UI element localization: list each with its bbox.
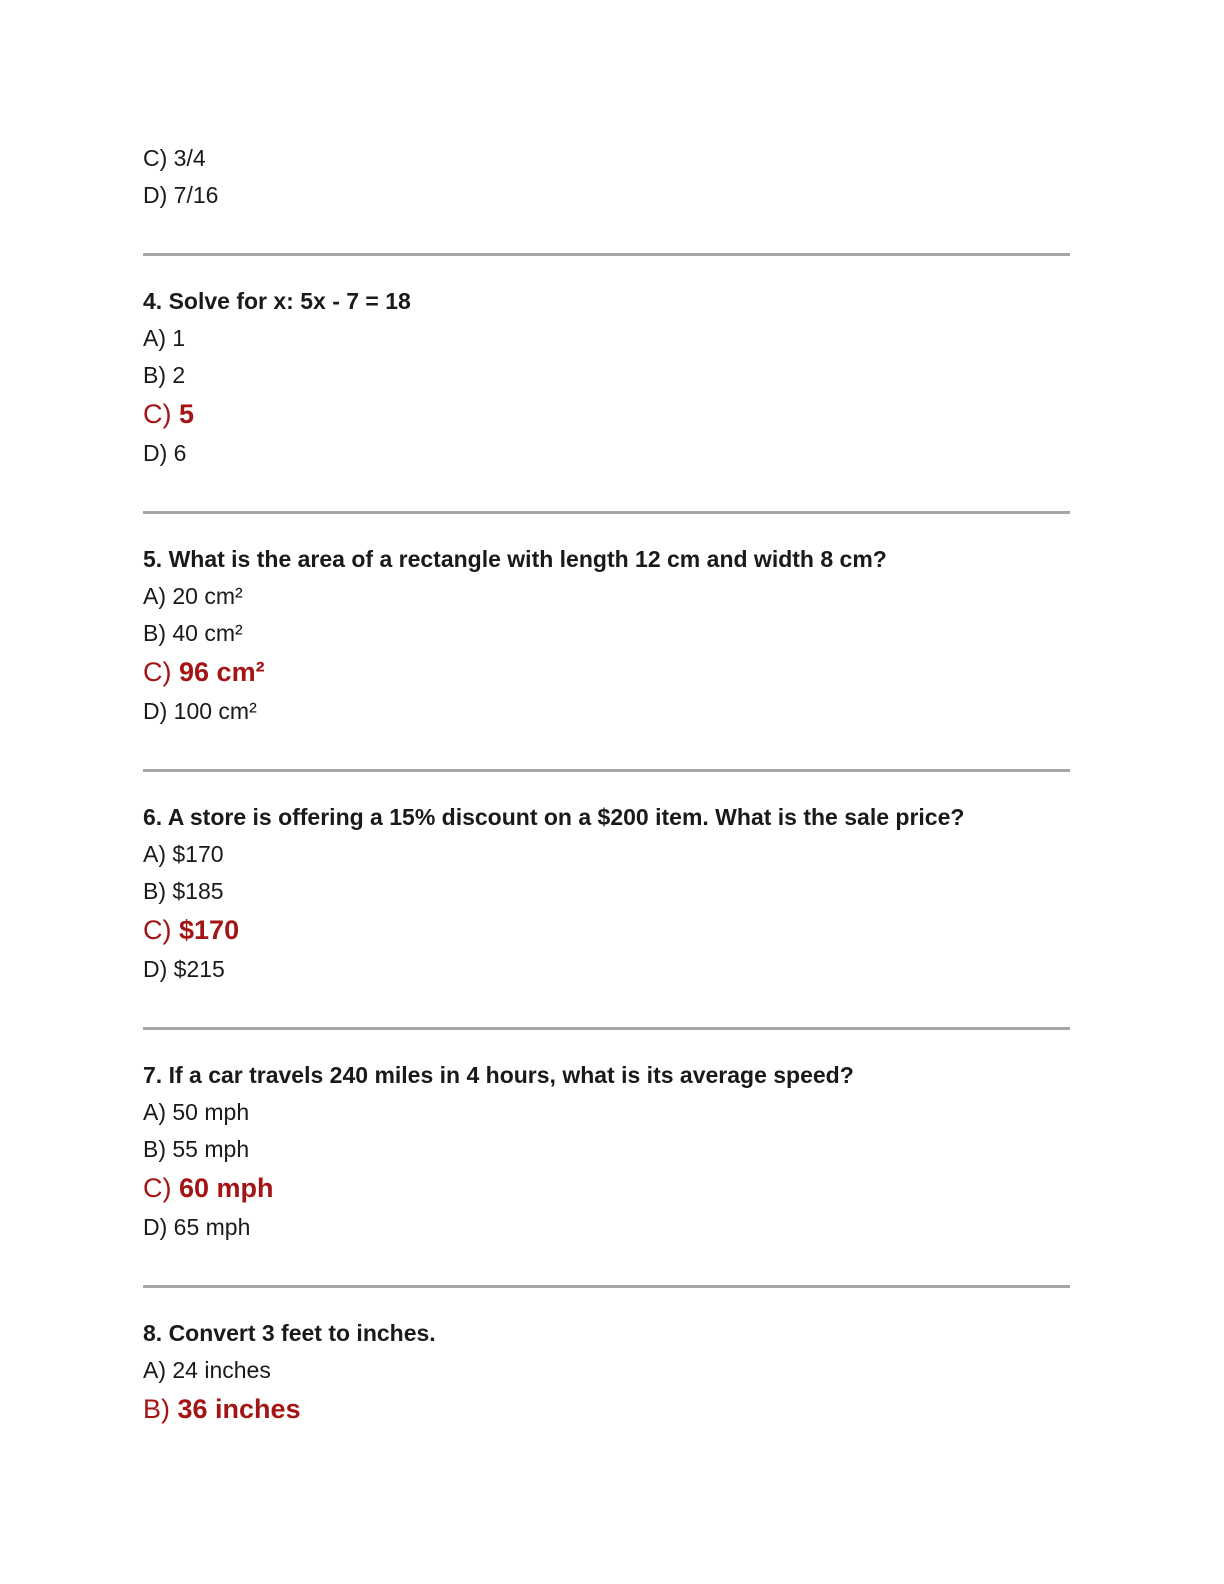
question-7: [143, 1057, 1070, 1246]
option-letter: B): [143, 878, 166, 904]
option-letter: B): [143, 1136, 166, 1162]
option-text: $185: [172, 878, 224, 904]
option-letter: C): [143, 399, 172, 429]
option-text: 2: [172, 362, 186, 388]
option-b: [143, 1131, 1070, 1168]
option-text: 100 cm²: [173, 698, 257, 724]
option-b-correct: [143, 1389, 1070, 1430]
question-5: [143, 541, 1070, 730]
option-text: $170: [179, 915, 240, 945]
option-text: 40 cm²: [172, 620, 243, 646]
option-letter: D): [143, 956, 168, 982]
question-text: 6. A store is offering a 15% discount on a $200 item. What is the sale price?: [143, 804, 965, 830]
question-text: 7. If a car travels 240 miles in 4 hours, what is its average speed?: [143, 1062, 854, 1088]
option-text: 36 inches: [177, 1394, 301, 1424]
option-d: [143, 435, 1070, 472]
option-letter: A): [143, 1099, 166, 1125]
option-letter: B): [143, 362, 166, 388]
option-c-correct: [143, 1168, 1070, 1209]
option-c: [143, 140, 1070, 177]
option-a: [143, 320, 1070, 357]
option-letter: A): [143, 325, 166, 351]
option-text: 6: [173, 440, 187, 466]
question-text: 8. Convert 3 feet to inches.: [143, 1320, 436, 1346]
option-text: $215: [173, 956, 225, 982]
option-text: 24 inches: [172, 1357, 271, 1383]
option-letter: D): [143, 1214, 168, 1240]
option-text: 96 cm²: [179, 657, 265, 687]
option-a: [143, 1094, 1070, 1131]
divider: [143, 253, 1070, 256]
option-letter: A): [143, 583, 166, 609]
option-d: [143, 951, 1070, 988]
question-8: [143, 1315, 1070, 1430]
option-letter: D): [143, 440, 168, 466]
option-text: 60 mph: [179, 1173, 274, 1203]
option-letter: C): [143, 915, 172, 945]
question-6: [143, 799, 1070, 988]
option-letter: B): [143, 1394, 170, 1424]
option-d: [143, 1209, 1070, 1246]
option-text: 55 mph: [172, 1136, 250, 1162]
option-b: [143, 873, 1070, 910]
option-letter: A): [143, 841, 166, 867]
question-text: 5. What is the area of a rectangle with length 12 cm and width 8 cm?: [143, 546, 887, 572]
option-b: [143, 357, 1070, 394]
option-text: 5: [179, 399, 195, 429]
divider: [143, 769, 1070, 772]
question-4: [143, 283, 1070, 472]
option-c-correct: [143, 652, 1070, 693]
option-letter: D): [143, 182, 168, 208]
divider: [143, 1285, 1070, 1288]
divider: [143, 511, 1070, 514]
option-text: $170: [172, 841, 224, 867]
option-letter: C): [143, 1173, 172, 1203]
option-text: 20 cm²: [172, 583, 243, 609]
option-text: 1: [172, 325, 186, 351]
option-text: 65 mph: [173, 1214, 251, 1240]
option-letter: A): [143, 1357, 166, 1383]
option-c-correct: [143, 394, 1070, 435]
option-text: 50 mph: [172, 1099, 250, 1125]
divider: [143, 1027, 1070, 1030]
question-text: 4. Solve for x: 5x - 7 = 18: [143, 288, 411, 314]
option-text: 3/4: [173, 145, 206, 171]
option-a: [143, 578, 1070, 615]
option-d: [143, 177, 1070, 214]
option-text: 7/16: [173, 182, 219, 208]
option-d: [143, 693, 1070, 730]
option-letter: C): [143, 145, 168, 171]
option-c-correct: [143, 910, 1070, 951]
option-b: [143, 615, 1070, 652]
option-letter: B): [143, 620, 166, 646]
option-a: [143, 836, 1070, 873]
question-3-continued: [143, 140, 1070, 214]
option-letter: C): [143, 657, 172, 687]
quiz-page: [143, 140, 1070, 1430]
option-letter: D): [143, 698, 168, 724]
option-a: [143, 1352, 1070, 1389]
